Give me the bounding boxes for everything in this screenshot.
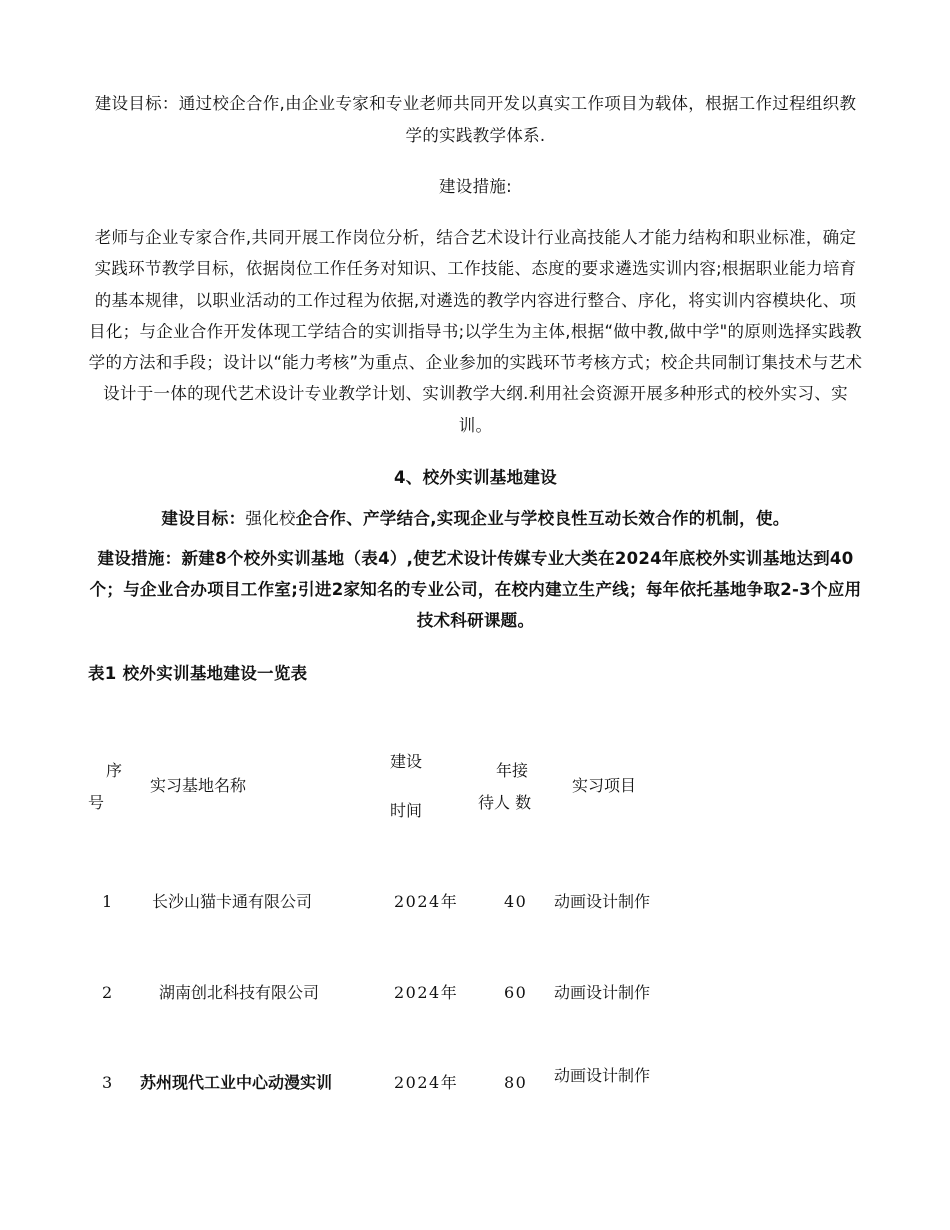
table-row-3-name: 苏州现代工业中心动漫实训 [140, 1073, 333, 1092]
table-row-3-project: 动画设计制作 [554, 1066, 651, 1085]
header-capacity-b: 待人 数 [478, 793, 532, 812]
header-seq-b: 号 [88, 793, 105, 812]
header-time-a: 建设 [390, 752, 423, 771]
header-seq-a: 序 [106, 761, 123, 780]
header-time-b: 时间 [390, 801, 423, 820]
table-row-2-capacity: 60 [504, 983, 528, 1002]
goal2-label: 建设目标： [161, 509, 246, 528]
header-capacity-a: 年接 [496, 761, 529, 780]
table-row-1-name: 长沙山猫卡通有限公司 [152, 892, 313, 911]
table-row-2-time: 2024年 [394, 983, 459, 1002]
table-row-2-seq: 2 [102, 983, 114, 1002]
construction-measures-title: 建设措施: [438, 177, 513, 196]
table-row-2-name: 湖南创北科技有限公司 [159, 983, 320, 1002]
offcampus-measures-paragraph: 建设措施：新建8个校外实训基地（表4）,使艺术设计传媒专业大类在2024年底校外实训基地达到40个；与企业合办项目工作室;引进2家知名的专业公司，在校内建立生产线；每年依托基地争取2-3个应用技术科研课题。 [89, 549, 862, 630]
construction-measures-body: 老师与企业专家合作,共同开展工作岗位分析，结合艺术设计行业高技能人才能力结构和职业标准，确定实践环节教学目标，依据岗位工作任务对知识、工作技能、态度的要求遴选实训内容;根据职业能力培育的基本规律，以职业活动的工作过程为依据,对遴选的教学内容进行整合、序化，将实训内容模块化、项目化；与企业合作开发体现工学结合的实训指导书;以学生为主体,根据“做中教,做中学"的原则选择实践教学的方法和手段；设计以“能力考核”为重点、企业参加的实践环节考核方式；校企共同制订集技术与艺术设计于一体的现代艺术设计专业教学计划、实训教学大纲.利用社会资源开展多种形式的校外实习、实训。 [88, 228, 863, 435]
header-project: 实习项目 [572, 776, 637, 795]
table-row-1-time: 2024年 [394, 892, 459, 911]
table-row-1-project: 动画设计制作 [554, 892, 651, 911]
table-caption: 表1 校外实训基地建设一览表 [88, 664, 308, 683]
table-row-3-seq: 3 [102, 1073, 114, 1092]
offcampus-goal-paragraph [88, 503, 863, 535]
table-row-1-capacity: 40 [504, 892, 528, 911]
table-row-3-capacity: 80 [504, 1073, 528, 1092]
table-row-2-project: 动画设计制作 [554, 983, 651, 1002]
table-row-1-seq: 1 [102, 892, 114, 911]
construction-goal-paragraph: 建设目标：通过校企合作,由企业专家和专业老师共同开发以真实工作项目为载体，根据工作过程组织教学的实践教学体系. [94, 94, 857, 145]
goal2-text-a: 强化校 [245, 509, 296, 528]
section-heading: 4、校外实训基地建设 [394, 468, 557, 487]
header-name: 实习基地名称 [150, 776, 247, 795]
goal2-text-b: 企合作、产学结合,实现企业与学校良性互动长效合作的机制，使。 [295, 509, 790, 528]
table-row-3-time: 2024年 [394, 1073, 459, 1092]
